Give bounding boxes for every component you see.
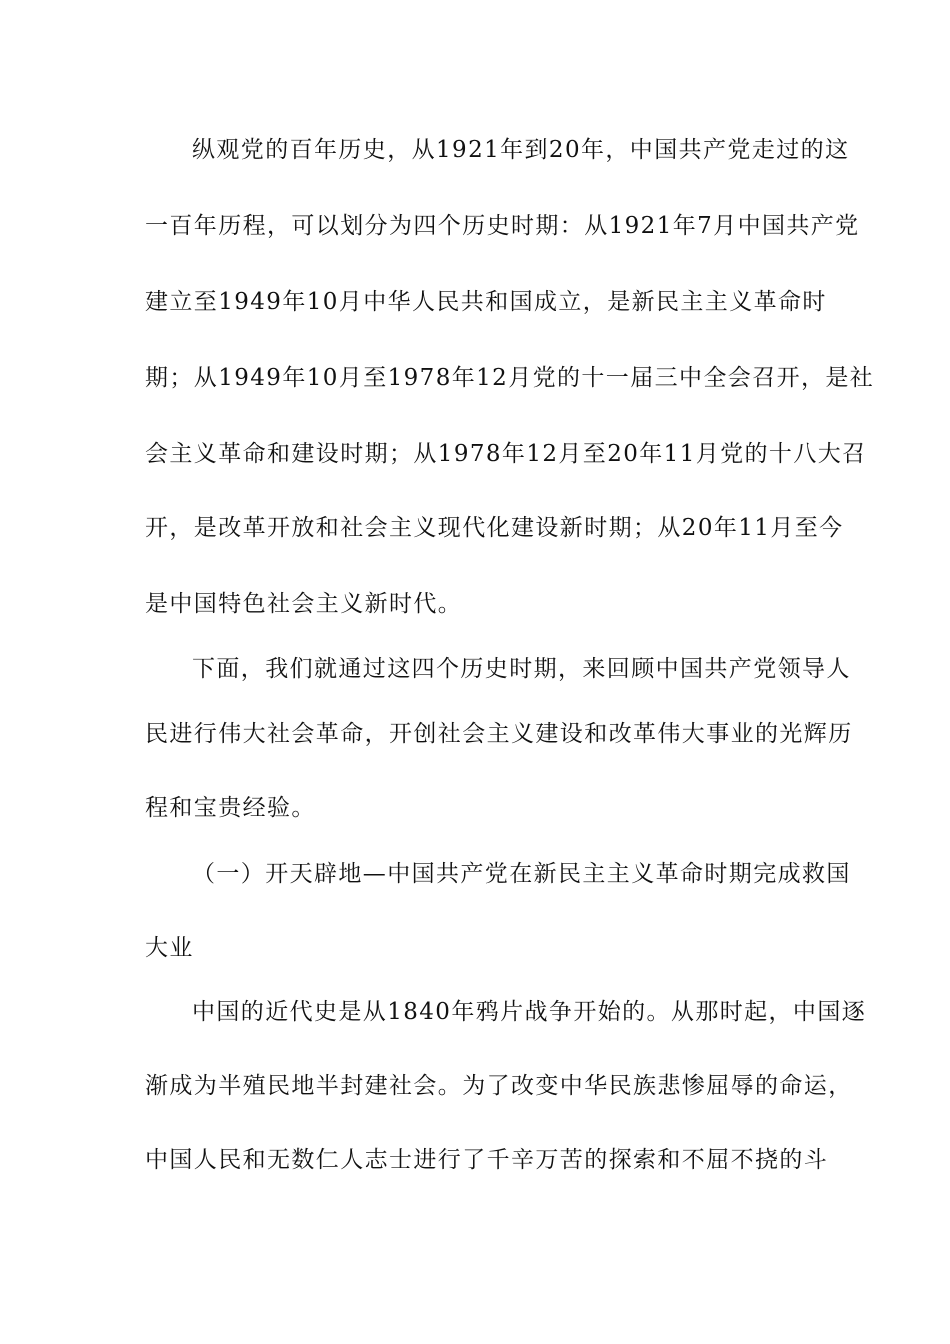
text-line: 建立至1949年10月中华人民共和国成立，是新民主主义革命时: [145, 289, 827, 315]
text-line: 一百年历程，可以划分为四个历史时期：从1921年7月中国共产党: [145, 213, 860, 239]
heading-line: （一）开天辟地—中国共产党在新民主主义革命时期完成救国: [192, 861, 851, 887]
text-line: 中国的近代史是从1840年鸦片战争开始的。从那时起，中国逐: [192, 999, 867, 1025]
text-line: 是中国特色社会主义新时代。: [145, 591, 463, 617]
text-line: 程和宝贵经验。: [145, 795, 316, 821]
text-line: 会主义革命和建设时期；从1978年12月至20年11月党的十八大召: [145, 441, 867, 467]
text-line: 开，是改革开放和社会主义现代化建设新时期；从20年11月至今: [145, 515, 844, 541]
text-line: 纵观党的百年历史，从1921年到20年，中国共产党走过的这: [192, 137, 850, 163]
text-line: 下面，我们就通过这四个历史时期，来回顾中国共产党领导人: [192, 656, 851, 682]
text-line: 民进行伟大社会革命，开创社会主义建设和改革伟大事业的光辉历: [145, 721, 853, 747]
text-line: 期；从1949年10月至1978年12月党的十一届三中全会召开，是社: [145, 365, 875, 391]
text-line: 中国人民和无数仁人志士进行了千辛万苦的探索和不屈不挠的斗: [145, 1147, 829, 1173]
text-line: 渐成为半殖民地半封建社会。为了改变中华民族悲惨屈辱的命运，: [145, 1073, 853, 1099]
heading-line: 大业: [145, 935, 194, 961]
